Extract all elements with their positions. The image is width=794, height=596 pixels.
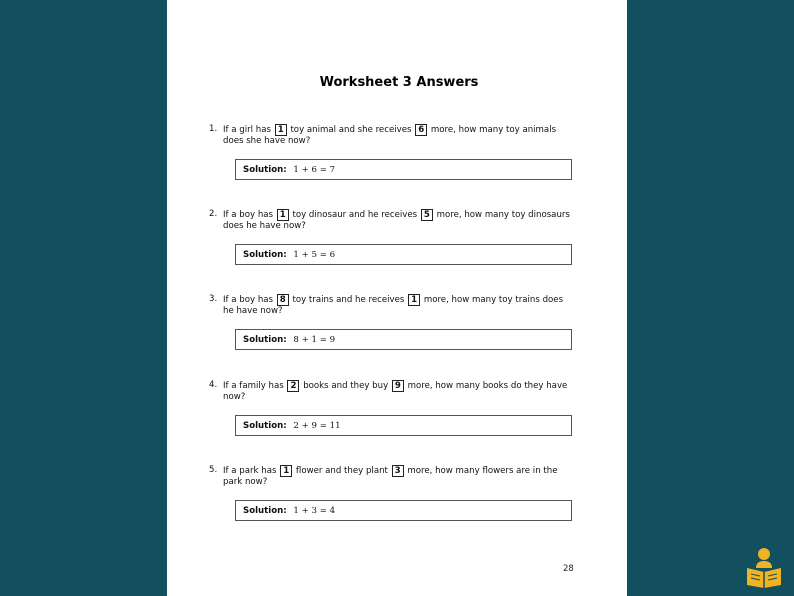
question-text: more, how many toy trains does he have now? xyxy=(223,295,564,316)
solution-box-1 xyxy=(235,159,572,180)
question-text: more, how many toy dinosaurs does he have now? xyxy=(223,210,570,231)
question-text: flower and they plant xyxy=(295,466,388,476)
solution-label: Solution: xyxy=(243,421,287,431)
solution-box-4 xyxy=(235,415,572,436)
page-number: 28 xyxy=(563,564,574,574)
question-text: toy dinosaur and he receives xyxy=(292,210,418,220)
boxed-number: 5 xyxy=(421,209,433,221)
question-number: 2. xyxy=(209,209,218,219)
boxed-number: 1 xyxy=(275,124,287,136)
question-number: 1. xyxy=(209,124,218,134)
worksheet-page xyxy=(167,0,627,596)
question-5 xyxy=(209,465,575,488)
boxed-number: 1 xyxy=(277,209,289,221)
question-text: If a park has xyxy=(223,466,277,476)
reading-person-icon xyxy=(744,546,784,588)
question-text: toy trains and he receives xyxy=(292,295,405,305)
boxed-number: 2 xyxy=(287,380,299,392)
solution-equation: 1 + 5 = 6 xyxy=(293,250,336,260)
boxed-number: 9 xyxy=(392,380,404,392)
solution-label: Solution: xyxy=(243,165,287,175)
solution-label: Solution: xyxy=(243,506,287,516)
question-text: If a girl has xyxy=(223,125,271,135)
boxed-number: 1 xyxy=(408,294,420,306)
boxed-number: 1 xyxy=(280,465,292,477)
solution-box-3 xyxy=(235,329,572,350)
question-text: more, how many flowers are in the park now? xyxy=(223,466,558,487)
question-2 xyxy=(209,209,575,232)
question-3 xyxy=(209,294,575,317)
boxed-number: 6 xyxy=(415,124,427,136)
question-number: 3. xyxy=(209,294,218,304)
question-text: If a boy has xyxy=(223,210,274,220)
question-text: If a family has xyxy=(223,381,284,391)
solution-label: Solution: xyxy=(243,335,287,345)
question-4 xyxy=(209,380,575,403)
solution-box-5 xyxy=(235,500,572,521)
solution-label: Solution: xyxy=(243,250,287,260)
solution-equation: 2 + 9 = 11 xyxy=(293,421,341,431)
question-1 xyxy=(209,124,575,147)
solution-equation: 8 + 1 = 9 xyxy=(293,335,336,345)
question-text: more, how many toy animals does she have now? xyxy=(223,125,557,146)
question-text: more, how many books do they have now? xyxy=(223,381,568,402)
page-title: Worksheet 3 Answers xyxy=(319,75,479,90)
question-number: 5. xyxy=(209,465,218,475)
question-number: 4. xyxy=(209,380,218,390)
solution-box-2 xyxy=(235,244,572,265)
boxed-number: 3 xyxy=(392,465,404,477)
solution-equation: 1 + 6 = 7 xyxy=(293,165,336,175)
question-text: books and they buy xyxy=(303,381,389,391)
question-text: If a boy has xyxy=(223,295,274,305)
question-text: toy animal and she receives xyxy=(290,125,412,135)
solution-equation: 1 + 3 = 4 xyxy=(293,506,336,516)
boxed-number: 8 xyxy=(277,294,289,306)
